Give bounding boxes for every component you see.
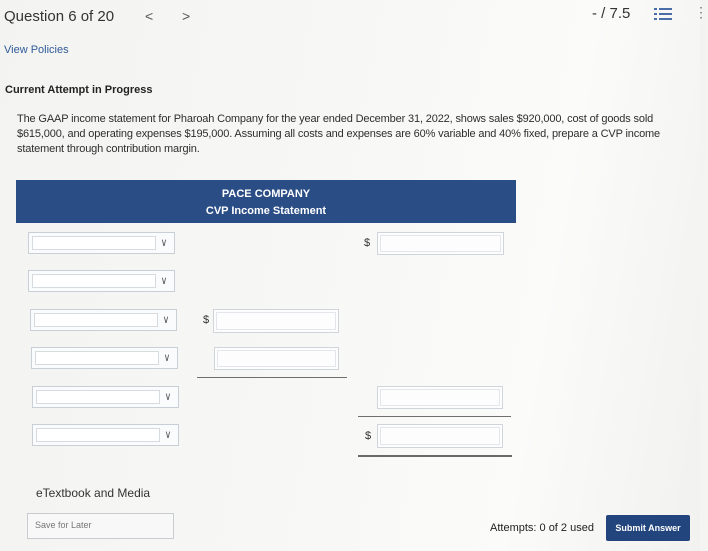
etextbook-link[interactable]: eTextbook and Media: [36, 486, 151, 500]
chevron-down-icon: ∨: [163, 352, 171, 364]
more-vertical-icon[interactable]: ⋮: [694, 4, 708, 20]
previous-question-button[interactable]: <: [145, 8, 154, 24]
chevron-down-icon: ∨: [162, 314, 170, 326]
amount-input-5[interactable]: [377, 424, 503, 448]
subtotal-rule: [197, 377, 347, 378]
save-for-later-button[interactable]: Save for Later: [27, 513, 174, 539]
chevron-down-icon: ∨: [160, 275, 168, 287]
amount-input-3[interactable]: [214, 347, 339, 370]
line-item-select-1[interactable]: [28, 232, 175, 254]
line-item-select-3[interactable]: [30, 309, 177, 331]
problem-text: The GAAP income statement for Pharoah Company for the year ended December 31, 2022, shows sales $920,000, cost of goods sold $615,000, and operating expenses $195,000. Assuming all costs and expenses are 60% variable and 40% fixed, prepare a CVP income statement through contribution margin.: [17, 113, 661, 155]
statement-header: [16, 180, 516, 223]
dollar-sign: $: [203, 314, 210, 326]
chevron-down-icon: ∨: [160, 237, 168, 249]
question-counter: Question 6 of 20: [4, 8, 115, 25]
attempts-counter: Attempts: 0 of 2 used: [490, 522, 594, 534]
attempt-heading: Current Attempt in Progress: [5, 84, 153, 96]
dollar-sign: $: [365, 430, 372, 442]
chevron-down-icon: ∨: [164, 429, 172, 441]
view-policies-link[interactable]: View Policies: [4, 44, 69, 56]
total-double-rule: [358, 455, 512, 457]
score-display: - / 7.5: [592, 5, 631, 22]
line-item-select-2[interactable]: [28, 270, 175, 292]
list-icon[interactable]: [654, 6, 672, 22]
amount-input-1[interactable]: [377, 232, 504, 255]
dollar-sign: $: [364, 237, 371, 249]
line-item-select-6[interactable]: [32, 424, 179, 446]
amount-input-4[interactable]: [377, 386, 503, 409]
statement-title: CVP Income Statement: [205, 205, 327, 217]
subtotal-rule: [358, 416, 511, 417]
submit-answer-button[interactable]: Submit Answer: [606, 515, 690, 541]
chevron-down-icon: ∨: [164, 391, 172, 403]
line-item-select-5[interactable]: [32, 386, 179, 408]
statement-company-name: PACE COMPANY: [221, 188, 311, 200]
amount-input-2[interactable]: [213, 309, 339, 333]
line-item-select-4[interactable]: [31, 347, 178, 369]
next-question-button[interactable]: >: [182, 8, 191, 24]
